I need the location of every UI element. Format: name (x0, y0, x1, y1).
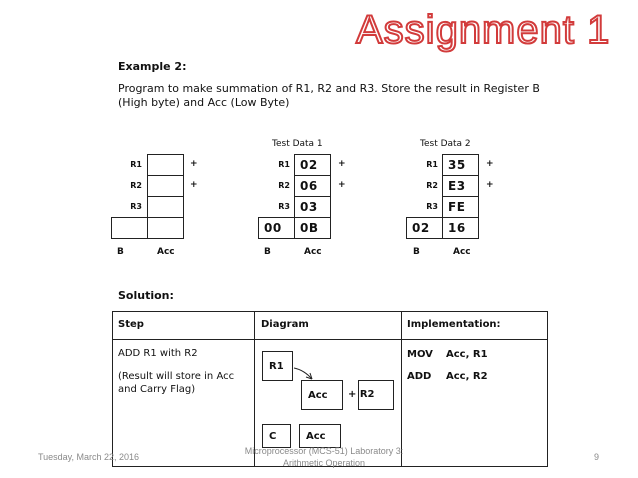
r2-label: R2 (426, 181, 438, 190)
r3-label: R3 (426, 202, 438, 211)
diagram-acc-result-box: Acc (299, 424, 341, 448)
impl-args: Acc, R2 (446, 371, 488, 382)
column-header-diagram: Diagram (261, 319, 309, 330)
table-title: Test Data 1 (272, 139, 323, 149)
r1-label: R1 (426, 160, 438, 169)
r2-cell: 06 (294, 175, 331, 197)
diagram-acc-box: Acc (301, 380, 343, 410)
example-description: Program to make summation of R1, R2 and R3. Store the result in Register B (High byte) and Acc (Low Byte) (118, 82, 540, 109)
step-note: (Result will store in Acc and Carry Flag) (118, 371, 235, 395)
b-label: B (117, 247, 124, 257)
r1-label: R1 (278, 160, 290, 169)
acc-label: Acc (304, 247, 322, 257)
r2-label: R2 (278, 181, 290, 190)
plus-sign: + (486, 159, 494, 169)
acc-label: Acc (157, 247, 175, 257)
table-title: Test Data 2 (420, 139, 471, 149)
step-text: ADD R1 with R2 (118, 348, 198, 359)
plus-sign: + (190, 180, 198, 190)
solution-heading: Solution: (118, 289, 174, 302)
r3-label: R3 (130, 202, 142, 211)
impl-args: Acc, R1 (446, 349, 488, 360)
r2-cell (147, 175, 184, 197)
r3-cell: FE (442, 196, 479, 218)
plus-sign: + (338, 180, 346, 190)
table-divider (401, 311, 402, 467)
r1-cell: 02 (294, 154, 331, 176)
r3-cell: 03 (294, 196, 331, 218)
example-heading: Example 2: (118, 60, 187, 73)
acc-label: Acc (453, 247, 471, 257)
plus-sign: + (486, 180, 494, 190)
diagram-c-box: C (262, 424, 291, 448)
column-header-step: Step (118, 319, 144, 330)
plus-sign: + (190, 159, 198, 169)
b-label: B (264, 247, 271, 257)
b-cell: 00 (258, 217, 295, 239)
footer-date: Tuesday, March 22, 2016 (38, 452, 140, 462)
page-number: 9 (594, 452, 600, 462)
column-header-implementation: Implementation: (407, 319, 501, 330)
r1-label: R1 (130, 160, 142, 169)
acc-cell: 16 (442, 217, 479, 239)
acc-cell (147, 217, 184, 239)
footer-title: Microprocessor (MCS-51) Laboratory 3: Arithmetic Operation (244, 446, 404, 468)
table-divider (112, 339, 548, 340)
diagram-plus-r2: + R2 (348, 389, 375, 400)
r1-cell: 35 (442, 154, 479, 176)
diagram-r1-box: R1 (262, 351, 293, 381)
b-cell (111, 217, 148, 239)
impl-op: ADD (407, 371, 432, 382)
acc-cell: 0B (294, 217, 331, 239)
table-divider (254, 311, 255, 467)
diagram-r2-box (358, 380, 394, 410)
b-label: B (413, 247, 420, 257)
slide-title: Assignment 1 (356, 8, 611, 52)
b-cell: 02 (406, 217, 443, 239)
r3-cell (147, 196, 184, 218)
plus-sign: + (338, 159, 346, 169)
r3-label: R3 (278, 202, 290, 211)
impl-op: MOV (407, 349, 433, 360)
r2-label: R2 (130, 181, 142, 190)
r2-cell: E3 (442, 175, 479, 197)
r1-cell (147, 154, 184, 176)
